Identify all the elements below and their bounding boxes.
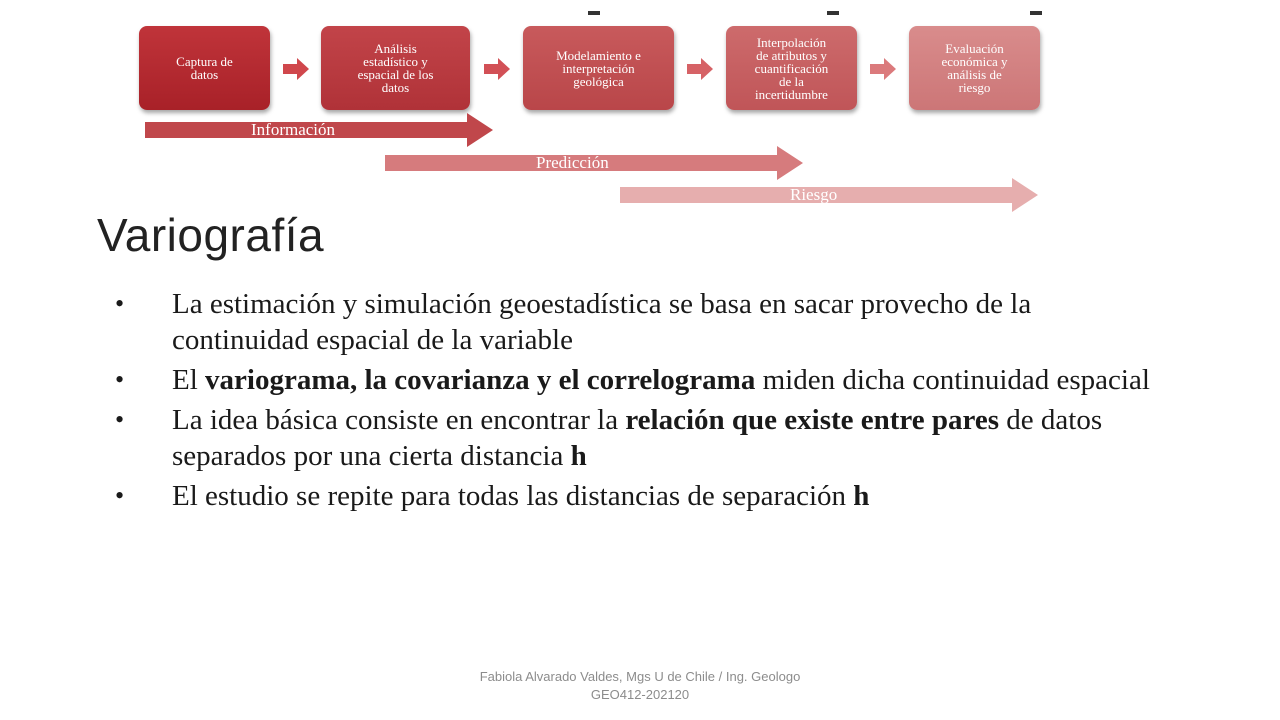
bullet-text: miden dicha continuidad espacial <box>755 364 1150 396</box>
step-line: económica y <box>941 54 1008 69</box>
bullet-item <box>115 286 1175 358</box>
step-line: estadístico y <box>363 54 428 69</box>
band-arrow-informacion <box>145 113 493 147</box>
step-line: análisis de <box>947 67 1002 82</box>
slide-footer <box>440 668 840 704</box>
band-label: Predicción <box>536 153 609 172</box>
step-line: interpretación <box>562 60 635 76</box>
bullet-text: El estudio se repite para todas las distancias de separación <box>172 480 854 512</box>
bullet-text: de datos separados por una cierta distancia <box>172 404 1103 472</box>
bullet-text-bold: relación que existe entre pares <box>625 404 1000 436</box>
step-line: Interpolación <box>756 34 827 50</box>
step-line: Modelamiento e <box>556 47 641 63</box>
process-step-modelamiento <box>523 26 674 110</box>
process-diagram <box>130 0 1060 215</box>
bullet-text-bold: h <box>853 480 870 512</box>
cropped-top-marks <box>130 0 1060 20</box>
step-line: incertidumbre <box>755 86 828 102</box>
mark <box>588 11 600 15</box>
process-step-evaluacion <box>909 26 1040 110</box>
bullet-text: La idea básica consiste en encontrar la <box>172 404 626 436</box>
step-line: de la <box>779 73 804 89</box>
step-line: riesgo <box>958 80 991 95</box>
bullet-text-bold: variograma, la covarianza y el correlograma <box>205 364 756 396</box>
arrow-right-icon <box>687 58 713 80</box>
band-label: Riesgo <box>790 185 838 204</box>
bullet-dot-icon: • <box>115 405 125 434</box>
band-arrow-riesgo <box>620 178 1038 212</box>
arrow-right-icon <box>870 58 896 80</box>
slide-title: Variografía <box>97 209 325 261</box>
bullet-dot-icon: • <box>115 365 125 394</box>
bullet-item <box>115 478 1175 514</box>
footer-author: Fabiola Alvarado Valdes, Mgs U de Chile / Ing. Geologo <box>479 669 801 684</box>
bullet-text: La estimación y simulación geoestadística se basa en sacar provecho de la continuidad espacial de la variable <box>172 288 1032 356</box>
bullet-item <box>115 402 1175 474</box>
mark <box>1030 11 1042 15</box>
arrow-right-icon <box>484 58 510 80</box>
footer-course-code: GEO412-202120 <box>590 687 690 702</box>
step-line: datos <box>190 67 219 82</box>
step-line: datos <box>381 80 410 95</box>
bullet-dot-icon: • <box>115 289 125 318</box>
band-label: Información <box>251 120 336 139</box>
bullet-dot-icon: • <box>115 481 125 510</box>
bullet-text: El <box>172 364 206 396</box>
step-line: Evaluación <box>945 41 1004 56</box>
step-line: cuantificación <box>754 60 829 76</box>
step-line: Captura de <box>176 54 233 69</box>
process-step-interpolacion <box>726 26 857 110</box>
bullet-item <box>115 362 1175 398</box>
bullet-text-bold: h <box>570 440 587 472</box>
step-line: Análisis <box>374 41 417 56</box>
process-step-captura <box>139 26 270 110</box>
bullet-list <box>115 286 1175 518</box>
step-line: geológica <box>573 73 624 89</box>
band-arrow-prediccion <box>385 146 803 180</box>
process-step-analisis <box>321 26 470 110</box>
arrow-right-icon <box>283 58 309 80</box>
step-line: espacial de los <box>357 67 434 82</box>
mark <box>827 11 839 15</box>
step-line: de atributos y <box>756 47 827 63</box>
